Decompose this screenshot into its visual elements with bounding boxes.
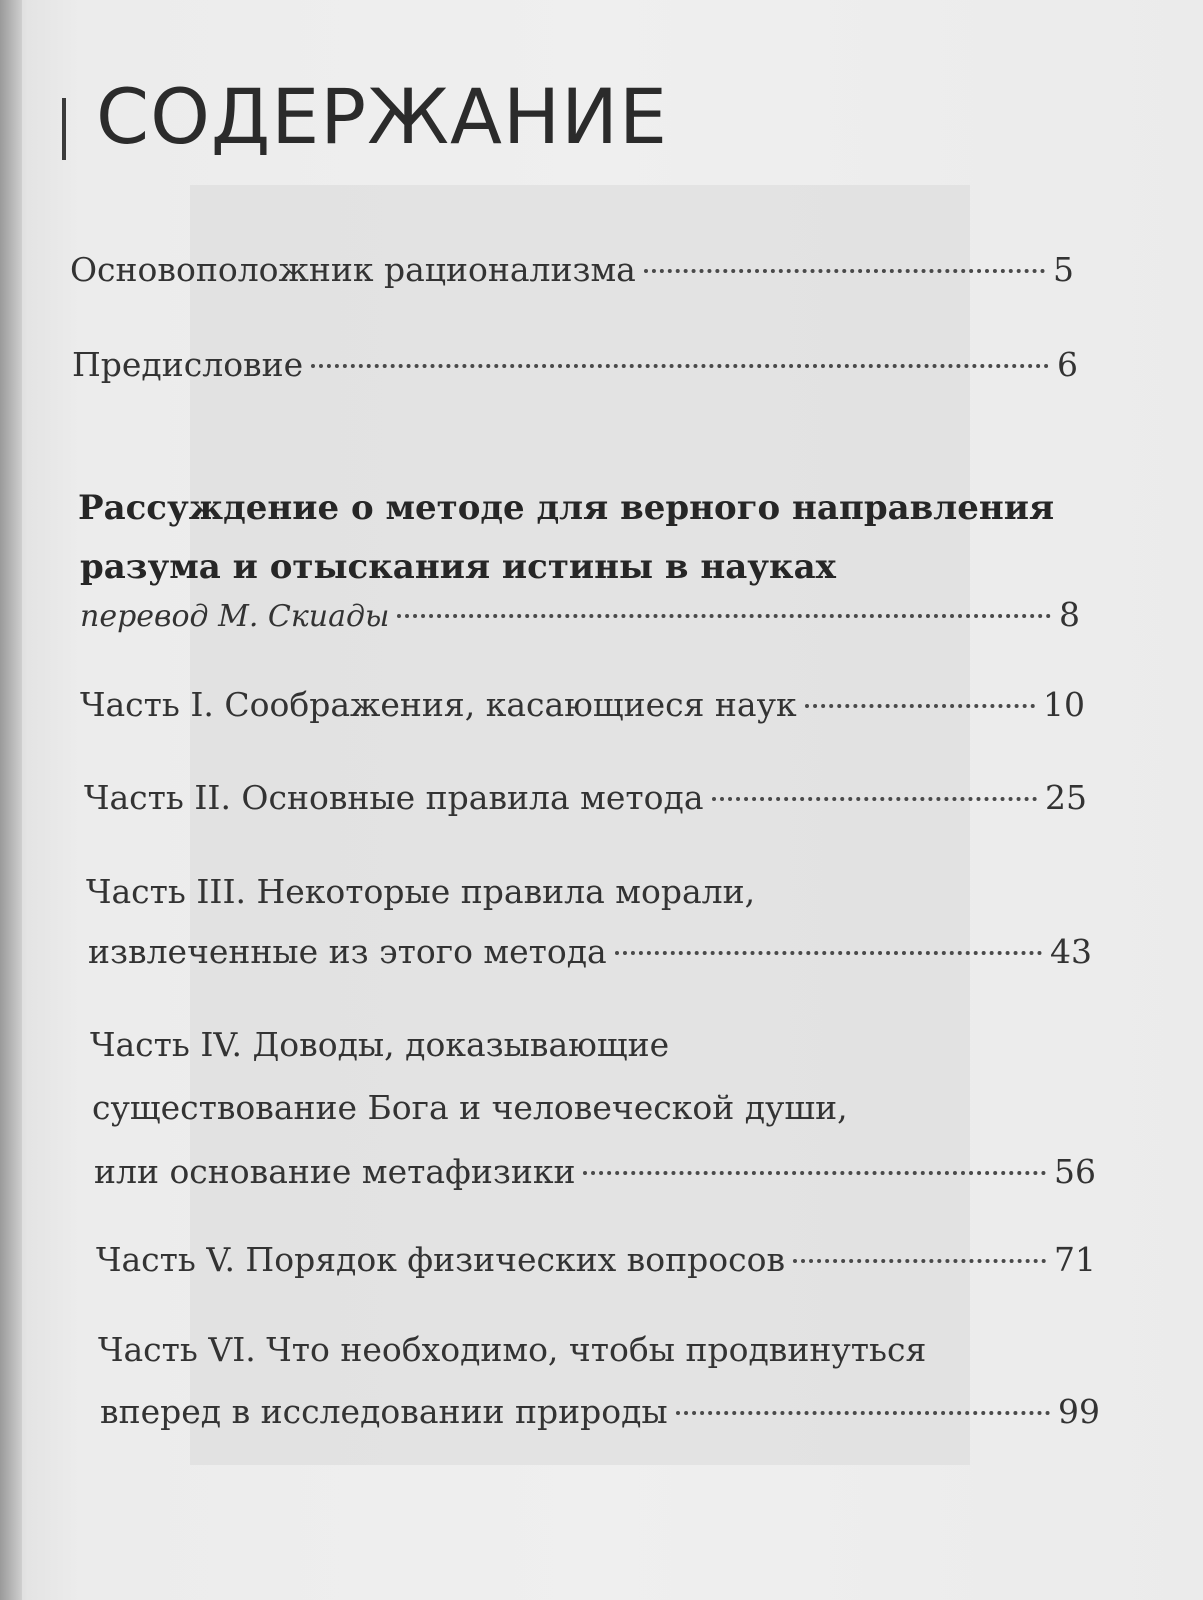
toc-page-number: 25 <box>1045 778 1087 817</box>
toc-entry-part-4-line1: Часть IV. Доводы, доказывающие <box>90 1025 670 1064</box>
page-title: СОДЕРЖАНИЕ <box>96 72 668 161</box>
toc-entry-label: перевод М. Скиады <box>80 599 390 634</box>
toc-page-number: 5 <box>1053 250 1074 289</box>
toc-entry-label: Предисловие <box>72 345 304 384</box>
toc-entry-part-2 <box>84 778 1087 817</box>
dot-leader <box>805 704 1035 708</box>
dot-leader <box>793 1259 1046 1263</box>
toc-page-number: 8 <box>1059 595 1080 634</box>
toc-entry-label: вперед в исследовании природы <box>100 1392 668 1431</box>
toc-entry-part-6-line1: Часть VI. Что необходимо, чтобы продвинуться <box>98 1330 927 1369</box>
toc-entry-translator <box>80 595 1080 634</box>
dot-leader <box>615 951 1042 955</box>
toc-heading-discourse-line1: Рассуждение о методе для верного направления <box>78 488 1055 528</box>
dot-leader <box>676 1411 1050 1415</box>
toc-page-number: 6 <box>1057 345 1078 384</box>
toc-entry-part-3-line1: Часть III. Некоторые правила морали, <box>86 872 756 911</box>
toc-entry-part-5 <box>96 1240 1096 1279</box>
toc-entry-label: Часть II. Основные правила метода <box>84 778 704 817</box>
toc-page-number: 71 <box>1054 1240 1096 1279</box>
toc-entry-founder <box>70 250 1074 289</box>
toc-entry-label: или основание метафизики <box>94 1152 576 1191</box>
toc-heading-discourse-line2: разума и отыскания истины в науках <box>80 547 836 587</box>
toc-entry-part-1 <box>80 685 1085 724</box>
title-marker-bar <box>62 98 66 160</box>
toc-page-number: 99 <box>1058 1392 1100 1431</box>
toc-page-number: 43 <box>1050 932 1092 971</box>
toc-entry-label: Часть I. Соображения, касающиеся наук <box>80 685 797 724</box>
toc-entry-part-4-line2: существование Бога и человеческой души, <box>92 1088 848 1127</box>
toc-entry-part-6 <box>100 1392 1100 1431</box>
toc-entry-label: Часть V. Порядок физических вопросов <box>96 1240 786 1279</box>
toc-entry-part-4 <box>94 1152 1096 1191</box>
dot-leader <box>712 797 1038 801</box>
dot-leader <box>311 364 1049 368</box>
dot-leader <box>583 1171 1046 1175</box>
dot-leader <box>397 614 1051 618</box>
dot-leader <box>644 269 1045 273</box>
toc-entry-label: Основоположник рационализма <box>70 250 636 289</box>
toc-entry-preface <box>72 345 1078 384</box>
toc-page-number: 56 <box>1054 1152 1096 1191</box>
toc-entry-part-3 <box>88 932 1092 971</box>
toc-entry-label: извлеченные из этого метода <box>88 932 607 971</box>
spine-shadow <box>0 0 22 1600</box>
toc-page-number: 10 <box>1043 685 1085 724</box>
